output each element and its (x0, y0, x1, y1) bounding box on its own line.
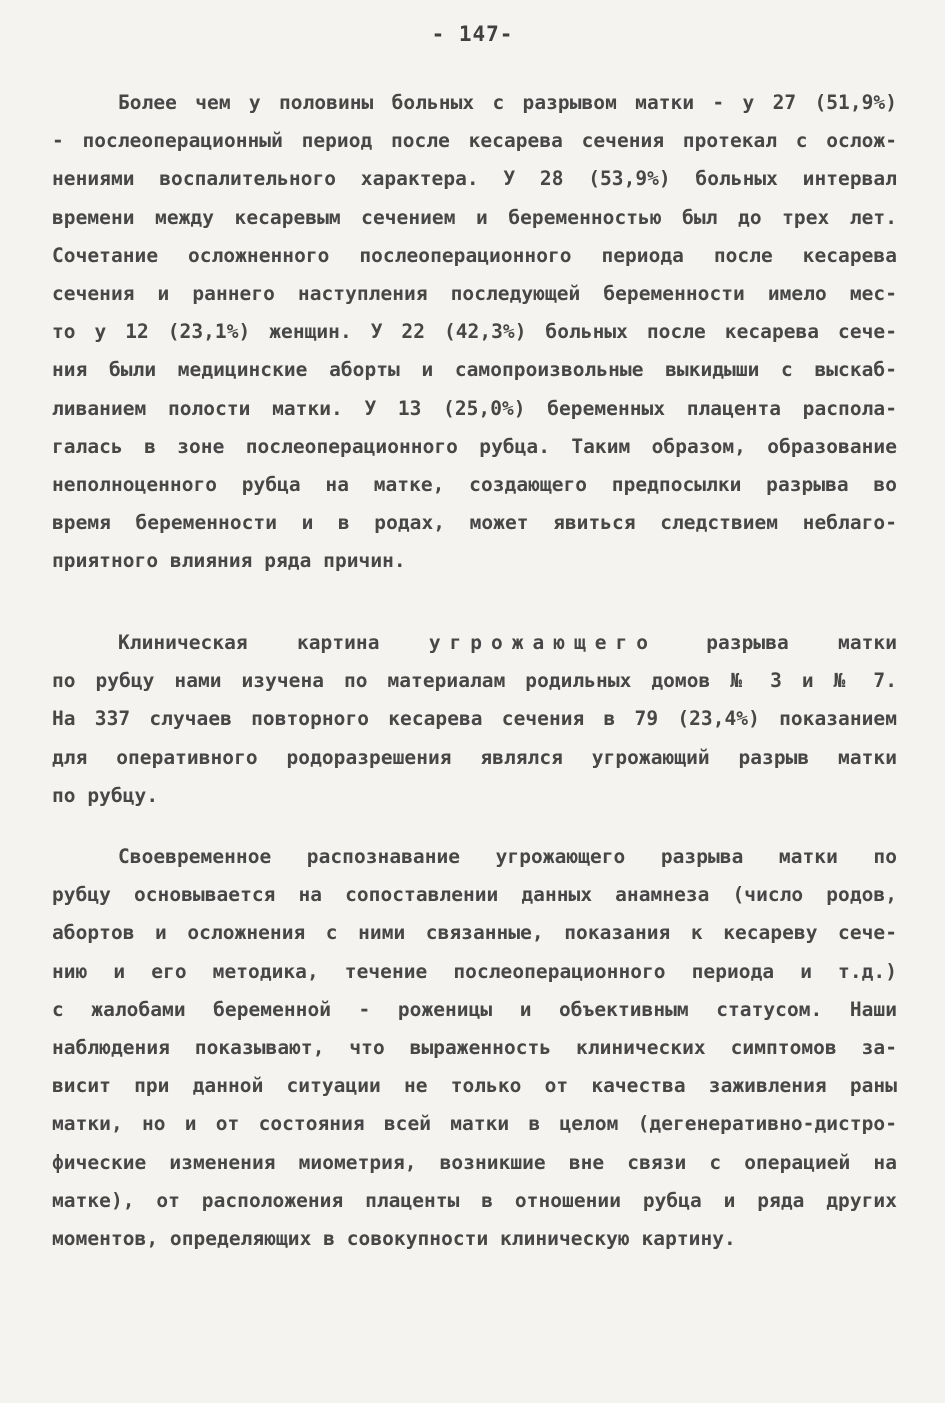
paragraph-1 (52, 84, 897, 580)
text-line: время беременности и в родах, может явиться следствием неблаго- (52, 511, 897, 535)
text-line: рубцу основывается на сопоставлении данных анамнеза (число родов, (52, 883, 897, 907)
text-line: На 337 случаев повторного кесарева сечения в 79 (23,4%) показанием (52, 707, 897, 731)
text-line: ливанием полости матки. У 13 (25,0%) беременных плацента распола- (52, 396, 897, 420)
text-line: нениями воспалительного характера. У 28 (53,9%) больных интервал (52, 167, 897, 191)
text-line: абортов и осложнения с ними связанные, показания к кесареву сече- (52, 921, 897, 945)
text-fragment: Клиническая картина (118, 631, 380, 654)
paragraph-3 (52, 838, 897, 1258)
text-line: для оперативного родоразрешения являлся угрожающий разрыв матки (52, 745, 897, 769)
text-line: матки, но и от состояния всей матки в целом (дегенеративно-дистро- (52, 1112, 897, 1136)
text-line: фические изменения миометрия, возникшие вне связи с операцией на (52, 1150, 897, 1174)
text-line: Более чем у половины больных с разрывом матки - у 27 (51,9%) (118, 91, 897, 114)
text-line: ния были медицинские аборты и самопроизвольные выкидыши с выскаб- (52, 358, 897, 382)
text-line: сечения и раннего наступления последующей беременности имело мес- (52, 281, 897, 305)
text-line: моментов, определяющих в совокупности клиническую картину. (52, 1226, 736, 1250)
text-line: Сочетание осложненного послеоперационного периода после кесарева (52, 243, 897, 267)
text-line (52, 624, 897, 662)
paragraph-2 (52, 624, 897, 815)
text-line: неполноценного рубца на матке, создающего предпосылки разрыва во (52, 472, 897, 496)
spaced-emphasis: угрожающего (428, 631, 657, 654)
text-line: висит при данной ситуации не только от качества заживления раны (52, 1074, 897, 1098)
text-line: галась в зоне послеоперационного рубца. Таким образом, образование (52, 434, 897, 458)
text-line: приятного влияния ряда причин. (52, 549, 406, 573)
text-line: матке), от расположения плаценты в отношении рубца и ряда других (52, 1188, 897, 1212)
page-number: - 147- (431, 22, 514, 46)
text-line: то у 12 (23,1%) женщин. У 22 (42,3%) больных после кесарева сече- (52, 320, 897, 344)
text-line: с жалобами беременной - роженицы и объективным статусом. Наши (52, 997, 897, 1021)
text-line: времени между кесаревым сечением и беременностью был до трех лет. (52, 205, 897, 229)
text-fragment: разрыва матки (706, 631, 897, 654)
text-line: наблюдения показывают, что выраженность клинических симптомов за- (52, 1035, 897, 1059)
text-line: по рубцу нами изучена по материалам родильных домов № 3 и № 7. (52, 669, 897, 693)
text-line: нию и его методика, течение послеоперационного периода и т.д.) (52, 959, 897, 983)
text-line: - послеоперационный период после кесарева сечения протекал с ослож- (52, 129, 897, 153)
text-line: Своевременное распознавание угрожающего разрыва матки по (118, 845, 897, 868)
text-line: по рубцу. (52, 783, 159, 807)
